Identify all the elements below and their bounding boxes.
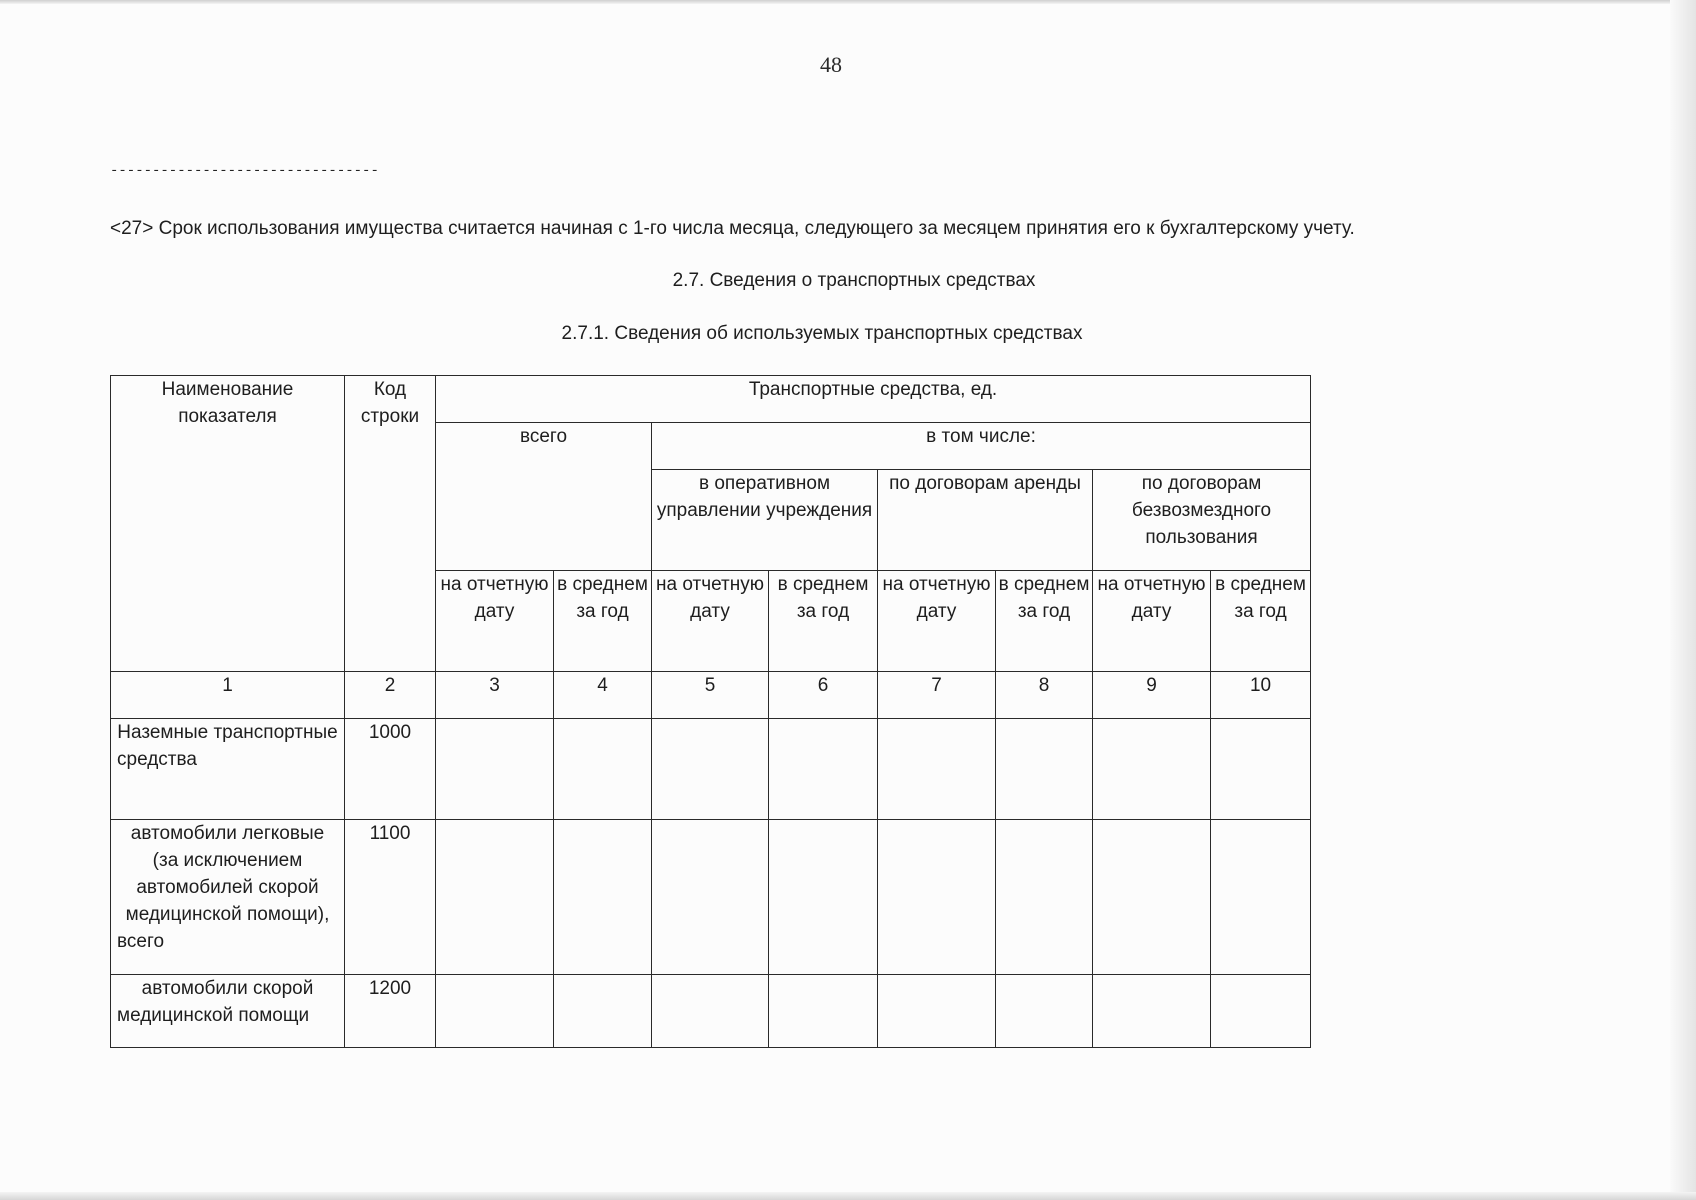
value-cell: [996, 820, 1093, 975]
value-cell: [436, 719, 554, 820]
header-row-code: Код строки: [345, 376, 436, 672]
value-cell: [1093, 820, 1211, 975]
header-lease-agreements: по договорам аренды: [878, 470, 1093, 571]
value-cell: [996, 975, 1093, 1048]
value-cell: [769, 719, 878, 820]
value-cell: [1211, 820, 1311, 975]
table-row: [111, 820, 1311, 975]
header-operational-management: в оперативном управлении учреждения: [652, 470, 878, 571]
table-row: [111, 719, 1311, 820]
table-row: [111, 975, 1311, 1048]
scan-edge-right: [1670, 0, 1696, 1200]
value-cell: [652, 719, 769, 820]
value-cell: [1211, 975, 1311, 1048]
scan-edge-top: [0, 0, 1696, 4]
row-code: 1200: [345, 975, 436, 1048]
column-number: 4: [554, 672, 652, 719]
value-cell: [769, 975, 878, 1048]
header-total: всего: [436, 423, 652, 571]
value-cell: [436, 975, 554, 1048]
vehicles-table: [110, 375, 1311, 1048]
value-cell: [554, 820, 652, 975]
row-name: Наземные транспортные средства: [111, 719, 345, 820]
column-number: 3: [436, 672, 554, 719]
header-including: в том числе:: [652, 423, 1311, 470]
value-cell: [1211, 719, 1311, 820]
column-number: 9: [1093, 672, 1211, 719]
header-on-reporting-date: на отчетную дату: [878, 571, 996, 672]
value-cell: [996, 719, 1093, 820]
footnote-27: <27> Срок использования имущества считается начиная с 1-го числа месяца, следующего за месяцем принятия его к бухгалтерскому учету.: [110, 218, 1355, 239]
row-name: автомобили скорой медицинской помощи: [111, 975, 345, 1048]
value-cell: [652, 975, 769, 1048]
row-code: 1100: [345, 820, 436, 975]
header-free-use-agreements: по договорам безвозмездного пользования: [1093, 470, 1311, 571]
column-number: 1: [111, 672, 345, 719]
value-cell: [1093, 975, 1211, 1048]
subsection-title: 2.7.1. Сведения об используемых транспортных средствах: [561, 323, 1083, 344]
header-average-per-year: в среднем за год: [1211, 571, 1311, 672]
column-number: 10: [1211, 672, 1311, 719]
value-cell: [652, 820, 769, 975]
section-title: 2.7. Сведения о транспортных средствах: [672, 270, 1036, 291]
column-number: 8: [996, 672, 1093, 719]
value-cell: [436, 820, 554, 975]
header-average-per-year: в среднем за год: [996, 571, 1093, 672]
column-number: 6: [769, 672, 878, 719]
value-cell: [878, 975, 996, 1048]
value-cell: [769, 820, 878, 975]
column-numbers-row: [111, 672, 1311, 719]
column-number: 5: [652, 672, 769, 719]
header-on-reporting-date: на отчетную дату: [1093, 571, 1211, 672]
value-cell: [554, 719, 652, 820]
row-name: автомобили легковые (за исключением автомобилей скорой медицинской помощи), всего: [111, 820, 345, 975]
value-cell: [878, 719, 996, 820]
value-cell: [554, 975, 652, 1048]
header-indicator-name: Наименование показателя: [111, 376, 345, 672]
header-vehicles-units: Транспортные средства, ед.: [436, 376, 1311, 423]
page-number: 48: [820, 52, 842, 77]
footnote-separator: --------------------------------: [110, 163, 379, 179]
value-cell: [1093, 719, 1211, 820]
header-average-per-year: в среднем за год: [769, 571, 878, 672]
column-number: 7: [878, 672, 996, 719]
scan-edge-bottom: [0, 1192, 1696, 1200]
header-on-reporting-date: на отчетную дату: [436, 571, 554, 672]
column-number: 2: [345, 672, 436, 719]
header-average-per-year: в среднем за год: [554, 571, 652, 672]
row-code: 1000: [345, 719, 436, 820]
value-cell: [878, 820, 996, 975]
header-on-reporting-date: на отчетную дату: [652, 571, 769, 672]
